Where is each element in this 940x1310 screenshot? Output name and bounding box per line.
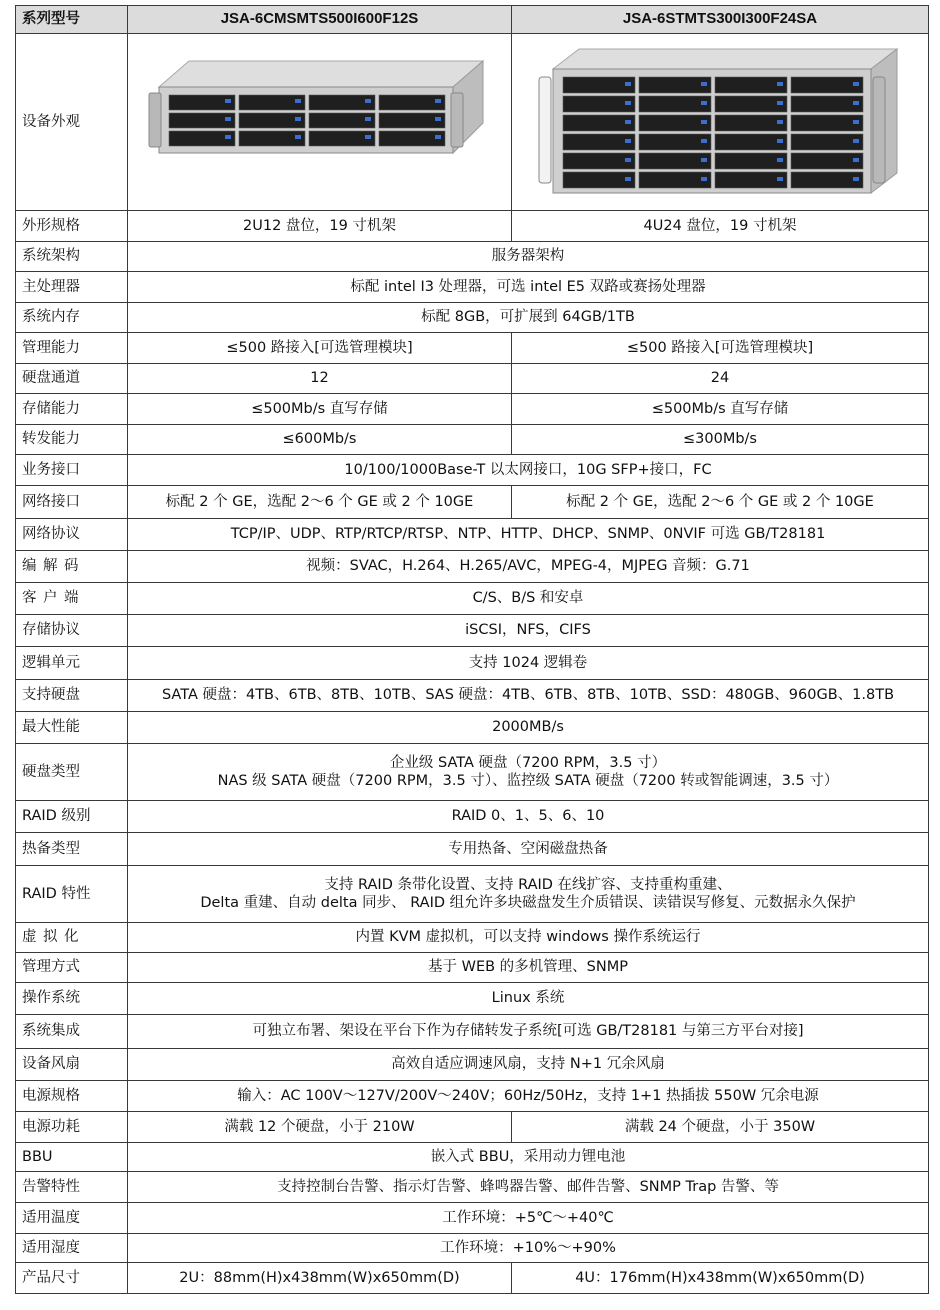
spec-row bbox=[16, 583, 929, 615]
spec-value bbox=[128, 744, 929, 801]
spec-row bbox=[16, 744, 929, 801]
spec-label: 转发能力 bbox=[16, 425, 128, 455]
spec-label: RAID 级别 bbox=[16, 801, 128, 833]
spec-label: 适用湿度 bbox=[16, 1234, 128, 1263]
spec-label: 适用温度 bbox=[16, 1203, 128, 1234]
spec-value: 标配 intel I3 处理器，可选 intel E5 双路或赛扬处理器 bbox=[128, 272, 929, 303]
spec-row bbox=[16, 1015, 929, 1049]
spec-value-a: 2U12 盘位，19 寸机架 bbox=[128, 211, 512, 242]
spec-value-a: ≤500Mb/s 直写存储 bbox=[128, 394, 512, 425]
spec-label: 管理方式 bbox=[16, 953, 128, 983]
spec-label: 系统架构 bbox=[16, 242, 128, 272]
spec-label: 热备类型 bbox=[16, 833, 128, 866]
spec-row bbox=[16, 486, 929, 519]
spec-row bbox=[16, 1234, 929, 1263]
spec-value-line: Delta 重建、自动 delta 同步、 RAID 组允许多块磁盘发生介质错误、读错误写修复、元数据永久保护 bbox=[200, 895, 856, 911]
spec-value: 工作环境：+10%～+90% bbox=[128, 1234, 929, 1263]
spec-value: 2000MB/s bbox=[128, 712, 929, 744]
spec-value: C/S、B/S 和安卓 bbox=[128, 583, 929, 615]
server-2u-image bbox=[145, 57, 495, 187]
spec-value: 工作环境：+5℃～+40℃ bbox=[128, 1203, 929, 1234]
appearance-row bbox=[16, 34, 929, 211]
spec-label: 产品尺寸 bbox=[16, 1263, 128, 1294]
spec-value: 支持控制台告警、指示灯告警、蜂鸣器告警、邮件告警、SNMP Trap 告警、等 bbox=[128, 1172, 929, 1203]
spec-table-body bbox=[16, 6, 929, 1294]
spec-value: Linux 系统 bbox=[128, 983, 929, 1015]
spec-value: SATA 硬盘：4TB、6TB、8TB、10TB、SAS 硬盘：4TB、6TB、8TB、10TB、SSD：480GB、960GB、1.8TB bbox=[128, 680, 929, 712]
spec-row bbox=[16, 551, 929, 583]
spec-value: 标配 8GB，可扩展到 64GB/1TB bbox=[128, 303, 929, 333]
spec-row bbox=[16, 615, 929, 647]
spec-row bbox=[16, 983, 929, 1015]
spec-row bbox=[16, 272, 929, 303]
spec-label: 外形规格 bbox=[16, 211, 128, 242]
spec-value-b: ≤500Mb/s 直写存储 bbox=[512, 394, 929, 425]
spec-label: 硬盘通道 bbox=[16, 364, 128, 394]
spec-row bbox=[16, 364, 929, 394]
spec-value: TCP/IP、UDP、RTP/RTCP/RTSP、NTP、HTTP、DHCP、SNMP、0NVIF 可选 GB/T28181 bbox=[128, 519, 929, 551]
spec-value: 嵌入式 BBU，采用动力锂电池 bbox=[128, 1143, 929, 1172]
spec-label: 存储协议 bbox=[16, 615, 128, 647]
header-row bbox=[16, 6, 929, 34]
spec-row bbox=[16, 953, 929, 983]
spec-value-line: NAS 级 SATA 硬盘（7200 RPM，3.5 寸）、监控级 SATA 硬盘（7200 转或智能调速，3.5 寸） bbox=[217, 773, 839, 789]
series-model-label: 系列型号 bbox=[16, 6, 128, 34]
spec-row bbox=[16, 801, 929, 833]
spec-value: 专用热备、空闲磁盘热备 bbox=[128, 833, 929, 866]
spec-value: 视频：SVAC，H.264、H.265/AVC，MPEG-4，MJPEG 音频：G.71 bbox=[128, 551, 929, 583]
spec-label: 存储能力 bbox=[16, 394, 128, 425]
model-name-b: JSA-6STMTS300I300F24SA bbox=[512, 6, 929, 34]
spec-value-b: ≤300Mb/s bbox=[512, 425, 929, 455]
spec-row bbox=[16, 303, 929, 333]
model-name-a: JSA-6CMSMTS500I600F12S bbox=[128, 6, 512, 34]
spec-value-a: ≤500 路接入[可选管理模块] bbox=[128, 333, 512, 364]
spec-label: BBU bbox=[16, 1143, 128, 1172]
spec-row bbox=[16, 866, 929, 923]
spec-value-b: 24 bbox=[512, 364, 929, 394]
spec-label: 电源功耗 bbox=[16, 1112, 128, 1143]
spec-value-a: 标配 2 个 GE，选配 2～6 个 GE 或 2 个 10GE bbox=[128, 486, 512, 519]
spec-label: 管理能力 bbox=[16, 333, 128, 364]
spec-value-a: 12 bbox=[128, 364, 512, 394]
spec-row bbox=[16, 211, 929, 242]
spec-value-b: 4U：176mm(H)x438mm(W)x650mm(D) bbox=[512, 1263, 929, 1294]
spec-row bbox=[16, 242, 929, 272]
spec-value: 基于 WEB 的多机管理、SNMP bbox=[128, 953, 929, 983]
spec-row bbox=[16, 333, 929, 364]
spec-label: 硬盘类型 bbox=[16, 744, 128, 801]
spec-row bbox=[16, 1263, 929, 1294]
spec-label: 电源规格 bbox=[16, 1081, 128, 1112]
spec-value: iSCSI，NFS，CIFS bbox=[128, 615, 929, 647]
spec-label: 网络协议 bbox=[16, 519, 128, 551]
spec-value: 高效自适应调速风扇，支持 N+1 冗余风扇 bbox=[128, 1049, 929, 1081]
device-image-a-cell bbox=[128, 34, 512, 211]
spec-label: 客户端 bbox=[16, 583, 128, 615]
spec-value-a: ≤600Mb/s bbox=[128, 425, 512, 455]
spec-value-line: 支持 RAID 条带化设置、支持 RAID 在线扩容、支持重构重建、 bbox=[324, 876, 732, 893]
spec-label: 支持硬盘 bbox=[16, 680, 128, 712]
spec-label: 最大性能 bbox=[16, 712, 128, 744]
spec-value-line: 企业级 SATA 硬盘（7200 RPM，3.5 寸） bbox=[389, 754, 667, 771]
spec-row bbox=[16, 1081, 929, 1112]
spec-row bbox=[16, 647, 929, 680]
spec-row bbox=[16, 1049, 929, 1081]
spec-value-a: 满载 12 个硬盘，小于 210W bbox=[128, 1112, 512, 1143]
spec-row bbox=[16, 1203, 929, 1234]
spec-row bbox=[16, 455, 929, 486]
spec-row bbox=[16, 425, 929, 455]
spec-row bbox=[16, 1143, 929, 1172]
spec-value: 服务器架构 bbox=[128, 242, 929, 272]
spec-row bbox=[16, 519, 929, 551]
spec-label: RAID 特性 bbox=[16, 866, 128, 923]
spec-row bbox=[16, 923, 929, 953]
spec-value-a: 2U：88mm(H)x438mm(W)x650mm(D) bbox=[128, 1263, 512, 1294]
appearance-label: 设备外观 bbox=[16, 34, 128, 211]
server-4u-image bbox=[535, 47, 905, 197]
spec-row bbox=[16, 1112, 929, 1143]
spec-value-b: 4U24 盘位，19 寸机架 bbox=[512, 211, 929, 242]
spec-label: 逻辑单元 bbox=[16, 647, 128, 680]
spec-label: 虚拟化 bbox=[16, 923, 128, 953]
spec-value: 支持 1024 逻辑卷 bbox=[128, 647, 929, 680]
spec-label: 告警特性 bbox=[16, 1172, 128, 1203]
spec-label: 系统内存 bbox=[16, 303, 128, 333]
spec-row bbox=[16, 833, 929, 866]
device-image-b-cell bbox=[512, 34, 929, 211]
spec-label: 编解码 bbox=[16, 551, 128, 583]
spec-table bbox=[15, 5, 929, 1294]
spec-value: 可独立布署、架设在平台下作为存储转发子系统[可选 GB/T28181 与第三方平台对接] bbox=[128, 1015, 929, 1049]
spec-label: 网络接口 bbox=[16, 486, 128, 519]
spec-label: 主处理器 bbox=[16, 272, 128, 303]
spec-label: 操作系统 bbox=[16, 983, 128, 1015]
spec-label: 业务接口 bbox=[16, 455, 128, 486]
spec-value: 内置 KVM 虚拟机，可以支持 windows 操作系统运行 bbox=[128, 923, 929, 953]
spec-value: 输入：AC 100V～127V/200V～240V；60Hz/50Hz，支持 1+1 热插拔 550W 冗余电源 bbox=[128, 1081, 929, 1112]
spec-value-b: 满载 24 个硬盘，小于 350W bbox=[512, 1112, 929, 1143]
spec-label: 设备风扇 bbox=[16, 1049, 128, 1081]
spec-value: 10/100/1000Base-T 以太网接口，10G SFP+接口，FC bbox=[128, 455, 929, 486]
spec-value-b: 标配 2 个 GE，选配 2～6 个 GE 或 2 个 10GE bbox=[512, 486, 929, 519]
spec-row bbox=[16, 712, 929, 744]
spec-value-b: ≤500 路接入[可选管理模块] bbox=[512, 333, 929, 364]
spec-label: 系统集成 bbox=[16, 1015, 128, 1049]
spec-value bbox=[128, 866, 929, 923]
spec-row bbox=[16, 394, 929, 425]
spec-row bbox=[16, 680, 929, 712]
spec-row bbox=[16, 1172, 929, 1203]
spec-value: RAID 0、1、5、6、10 bbox=[128, 801, 929, 833]
